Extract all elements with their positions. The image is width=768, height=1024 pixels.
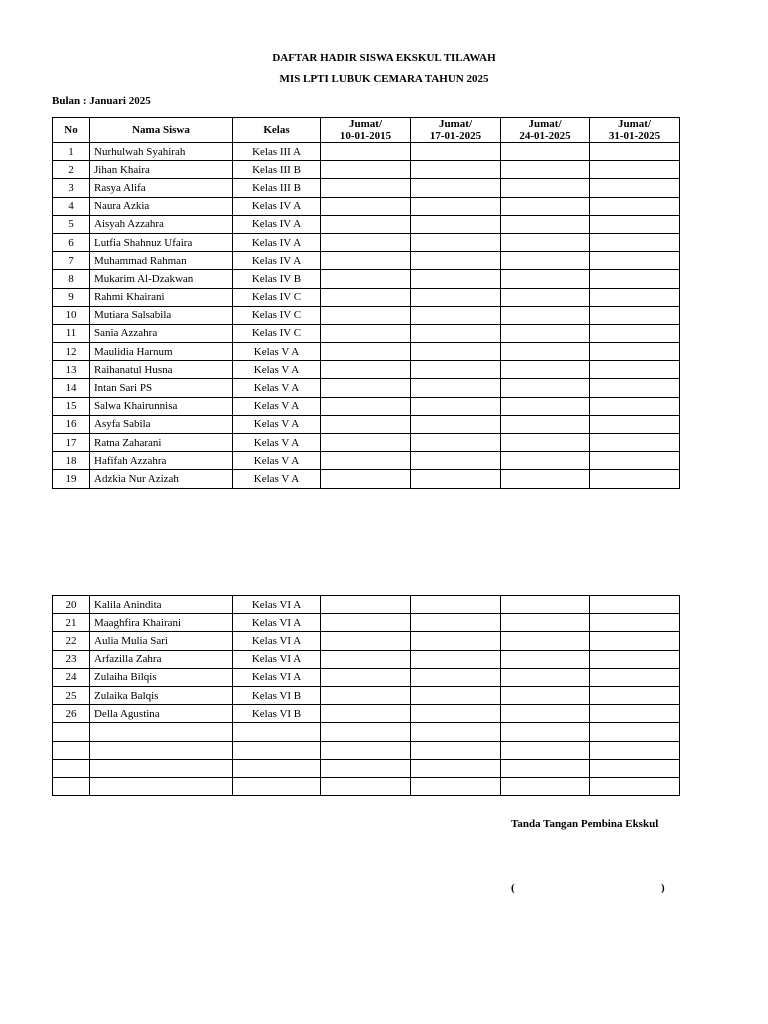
attendance-cell-date-2[interactable] [411, 632, 501, 650]
student-no: 22 [53, 632, 90, 650]
attendance-cell-date-1[interactable] [321, 415, 411, 433]
attendance-cell-date-1[interactable] [321, 777, 411, 795]
attendance-cell-date-4[interactable] [590, 215, 680, 233]
student-kelas [233, 741, 321, 759]
attendance-cell-date-3[interactable] [501, 179, 590, 197]
attendance-cell-date-1[interactable] [321, 705, 411, 723]
student-no: 9 [53, 288, 90, 306]
student-no: 20 [53, 596, 90, 614]
attendance-cell-date-2[interactable] [411, 233, 501, 251]
attendance-cell-date-3[interactable] [501, 161, 590, 179]
student-kelas: Kelas VI A [233, 650, 321, 668]
student-kelas: Kelas V A [233, 361, 321, 379]
student-no: 16 [53, 415, 90, 433]
attendance-cell-date-4[interactable] [590, 306, 680, 324]
attendance-cell-date-2[interactable] [411, 705, 501, 723]
table-row [53, 686, 680, 704]
student-name: Sania Azzahra [90, 324, 233, 342]
attendance-cell-date-3[interactable] [501, 668, 590, 686]
attendance-cell-date-1[interactable] [321, 723, 411, 741]
attendance-cell-date-1[interactable] [321, 361, 411, 379]
table-row [53, 470, 680, 488]
student-name: Hafifah Azzahra [90, 452, 233, 470]
student-kelas: Kelas V A [233, 415, 321, 433]
attendance-cell-date-1[interactable] [321, 686, 411, 704]
attendance-cell-date-2[interactable] [411, 397, 501, 415]
attendance-cell-date-4[interactable] [590, 470, 680, 488]
table-row [53, 361, 680, 379]
student-kelas: Kelas IV A [233, 233, 321, 251]
document-title: DAFTAR HADIR SISWA EKSKUL TILAWAH [272, 52, 496, 64]
table-row [53, 143, 680, 161]
student-no: 15 [53, 397, 90, 415]
student-no: 25 [53, 686, 90, 704]
table-row [53, 596, 680, 614]
student-name: Ratna Zaharani [90, 434, 233, 452]
attendance-cell-date-2[interactable] [411, 434, 501, 452]
table-row [53, 668, 680, 686]
student-kelas: Kelas V A [233, 397, 321, 415]
attendance-cell-date-1[interactable] [321, 143, 411, 161]
attendance-cell-date-2[interactable] [411, 270, 501, 288]
attendance-cell-date-3[interactable] [501, 452, 590, 470]
student-kelas: Kelas V A [233, 470, 321, 488]
table-row [53, 397, 680, 415]
attendance-cell-date-1[interactable] [321, 434, 411, 452]
attendance-cell-date-4[interactable] [590, 434, 680, 452]
signature-close-paren: ) [661, 882, 665, 894]
student-kelas [233, 777, 321, 795]
student-name: Rasya Alifa [90, 179, 233, 197]
student-no [53, 777, 90, 795]
attendance-cell-date-1[interactable] [321, 632, 411, 650]
header-name: Nama Siswa [90, 118, 233, 143]
student-no: 6 [53, 233, 90, 251]
attendance-cell-date-4[interactable] [590, 233, 680, 251]
attendance-cell-date-3[interactable] [501, 361, 590, 379]
table-row [53, 270, 680, 288]
attendance-cell-date-2[interactable] [411, 361, 501, 379]
table-row [53, 379, 680, 397]
signature-open-paren: ( [511, 882, 515, 894]
attendance-cell-date-2[interactable] [411, 452, 501, 470]
header-date-4 [590, 118, 680, 143]
header-date-1-line1: Jumat/ [349, 118, 382, 130]
attendance-cell-date-4[interactable] [590, 161, 680, 179]
student-name: Aisyah Azzahra [90, 215, 233, 233]
attendance-cell-date-4[interactable] [590, 596, 680, 614]
attendance-cell-date-4[interactable] [590, 270, 680, 288]
student-name: Della Agustina [90, 705, 233, 723]
table-row [53, 161, 680, 179]
attendance-cell-date-1[interactable] [321, 161, 411, 179]
table-body-page1 [53, 143, 680, 489]
table-row [53, 650, 680, 668]
table-row [53, 741, 680, 759]
student-name: Mutiara Salsabila [90, 306, 233, 324]
student-kelas: Kelas IV C [233, 306, 321, 324]
attendance-cell-date-1[interactable] [321, 596, 411, 614]
attendance-cell-date-4[interactable] [590, 741, 680, 759]
attendance-cell-date-1[interactable] [321, 668, 411, 686]
attendance-cell-date-1[interactable] [321, 306, 411, 324]
attendance-cell-date-4[interactable] [590, 143, 680, 161]
attendance-cell-date-1[interactable] [321, 379, 411, 397]
attendance-cell-date-4[interactable] [590, 668, 680, 686]
attendance-cell-date-4[interactable] [590, 343, 680, 361]
student-no: 12 [53, 343, 90, 361]
attendance-cell-date-1[interactable] [321, 759, 411, 777]
student-name: Zulaika Balqis [90, 686, 233, 704]
attendance-cell-date-3[interactable] [501, 306, 590, 324]
student-name: Rahmi Khairani [90, 288, 233, 306]
attendance-cell-date-4[interactable] [590, 415, 680, 433]
student-name: Arfazilla Zahra [90, 650, 233, 668]
attendance-cell-date-2[interactable] [411, 650, 501, 668]
attendance-cell-date-2[interactable] [411, 668, 501, 686]
student-no: 8 [53, 270, 90, 288]
attendance-cell-date-1[interactable] [321, 741, 411, 759]
table-row [53, 233, 680, 251]
signature-label: Tanda Tangan Pembina Ekskul [511, 818, 659, 830]
table-row [53, 343, 680, 361]
attendance-cell-date-2[interactable] [411, 252, 501, 270]
attendance-table-page2 [52, 595, 680, 796]
table-row [53, 179, 680, 197]
attendance-cell-date-4[interactable] [590, 777, 680, 795]
student-name: Aulia Mulia Sari [90, 632, 233, 650]
student-kelas: Kelas IV C [233, 324, 321, 342]
attendance-cell-date-2[interactable] [411, 723, 501, 741]
header-date-3 [501, 118, 590, 143]
attendance-cell-date-2[interactable] [411, 215, 501, 233]
student-name: Adzkia Nur Azizah [90, 470, 233, 488]
attendance-cell-date-3[interactable] [501, 632, 590, 650]
month-label: Bulan : Januari 2025 [52, 95, 151, 107]
student-name: Kalila Anindita [90, 596, 233, 614]
attendance-cell-date-4[interactable] [590, 379, 680, 397]
student-kelas: Kelas IV A [233, 215, 321, 233]
student-name: Lutfia Shahnuz Ufaira [90, 233, 233, 251]
attendance-cell-date-4[interactable] [590, 288, 680, 306]
table-row [53, 705, 680, 723]
attendance-cell-date-2[interactable] [411, 379, 501, 397]
table-row [53, 215, 680, 233]
header-date-4-line1: Jumat/ [618, 118, 651, 130]
attendance-cell-date-3[interactable] [501, 415, 590, 433]
attendance-cell-date-2[interactable] [411, 324, 501, 342]
table-row [53, 197, 680, 215]
table-row [53, 324, 680, 342]
student-kelas: Kelas VI A [233, 668, 321, 686]
attendance-cell-date-4[interactable] [590, 452, 680, 470]
attendance-cell-date-3[interactable] [501, 252, 590, 270]
student-kelas: Kelas VI A [233, 632, 321, 650]
attendance-cell-date-1[interactable] [321, 233, 411, 251]
attendance-cell-date-4[interactable] [590, 632, 680, 650]
attendance-cell-date-3[interactable] [501, 197, 590, 215]
header-date-3-line2: 24-01-2025 [519, 130, 571, 142]
attendance-cell-date-4[interactable] [590, 197, 680, 215]
table-row [53, 415, 680, 433]
student-name: Asyfa Sabila [90, 415, 233, 433]
student-no: 21 [53, 614, 90, 632]
student-no: 4 [53, 197, 90, 215]
student-name: Zulaiha Bilqis [90, 668, 233, 686]
header-date-2 [411, 118, 501, 143]
student-no: 10 [53, 306, 90, 324]
attendance-cell-date-4[interactable] [590, 397, 680, 415]
attendance-cell-date-3[interactable] [501, 741, 590, 759]
header-date-4-line2: 31-01-2025 [608, 130, 661, 142]
student-name [90, 777, 233, 795]
student-name: Intan Sari PS [90, 379, 233, 397]
attendance-cell-date-2[interactable] [411, 596, 501, 614]
attendance-cell-date-1[interactable] [321, 452, 411, 470]
student-no: 5 [53, 215, 90, 233]
student-no: 3 [53, 179, 90, 197]
attendance-cell-date-3[interactable] [501, 343, 590, 361]
attendance-cell-date-1[interactable] [321, 179, 411, 197]
table-row [53, 614, 680, 632]
attendance-cell-date-1[interactable] [321, 397, 411, 415]
student-kelas: Kelas III B [233, 179, 321, 197]
header-date-1 [321, 118, 411, 143]
attendance-cell-date-4[interactable] [590, 361, 680, 379]
table-row [53, 434, 680, 452]
attendance-cell-date-3[interactable] [501, 686, 590, 704]
attendance-cell-date-3[interactable] [501, 723, 590, 741]
student-name: Mukarim Al-Dzakwan [90, 270, 233, 288]
attendance-cell-date-2[interactable] [411, 343, 501, 361]
attendance-cell-date-3[interactable] [501, 759, 590, 777]
student-no: 19 [53, 470, 90, 488]
attendance-cell-date-4[interactable] [590, 705, 680, 723]
attendance-cell-date-3[interactable] [501, 614, 590, 632]
attendance-cell-date-1[interactable] [321, 343, 411, 361]
student-kelas: Kelas V A [233, 452, 321, 470]
attendance-cell-date-2[interactable] [411, 686, 501, 704]
attendance-cell-date-2[interactable] [411, 759, 501, 777]
attendance-cell-date-3[interactable] [501, 777, 590, 795]
attendance-cell-date-1[interactable] [321, 252, 411, 270]
table-row [53, 288, 680, 306]
student-kelas: Kelas IV A [233, 252, 321, 270]
student-kelas: Kelas IV B [233, 270, 321, 288]
header-no: No [53, 118, 90, 143]
attendance-cell-date-3[interactable] [501, 379, 590, 397]
attendance-cell-date-3[interactable] [501, 705, 590, 723]
student-no: 24 [53, 668, 90, 686]
header-date-2-line2: 17-01-2025 [429, 130, 482, 142]
table-row [53, 632, 680, 650]
attendance-cell-date-2[interactable] [411, 777, 501, 795]
table-row [53, 777, 680, 795]
school-title: MIS LPTI LUBUK CEMARA TAHUN 2025 [279, 73, 489, 85]
table-row [53, 452, 680, 470]
student-name: Raihanatul Husna [90, 361, 233, 379]
attendance-cell-date-1[interactable] [321, 650, 411, 668]
student-name: Maulidia Harnum [90, 343, 233, 361]
student-no: 26 [53, 705, 90, 723]
student-kelas: Kelas VI A [233, 596, 321, 614]
student-no: 18 [53, 452, 90, 470]
attendance-cell-date-4[interactable] [590, 179, 680, 197]
attendance-cell-date-3[interactable] [501, 143, 590, 161]
student-no [53, 741, 90, 759]
student-kelas: Kelas V A [233, 434, 321, 452]
table-row [53, 723, 680, 741]
attendance-cell-date-2[interactable] [411, 197, 501, 215]
student-kelas: Kelas III B [233, 161, 321, 179]
attendance-cell-date-2[interactable] [411, 306, 501, 324]
attendance-cell-date-4[interactable] [590, 650, 680, 668]
table-row [53, 759, 680, 777]
attendance-cell-date-2[interactable] [411, 614, 501, 632]
student-no [53, 723, 90, 741]
student-kelas: Kelas IV A [233, 197, 321, 215]
attendance-cell-date-3[interactable] [501, 324, 590, 342]
header-date-3-line1: Jumat/ [528, 118, 562, 130]
attendance-cell-date-4[interactable] [590, 759, 680, 777]
attendance-cell-date-1[interactable] [321, 270, 411, 288]
attendance-cell-date-1[interactable] [321, 215, 411, 233]
student-no: 13 [53, 361, 90, 379]
student-name [90, 759, 233, 777]
attendance-cell-date-2[interactable] [411, 179, 501, 197]
attendance-cell-date-4[interactable] [590, 324, 680, 342]
attendance-cell-date-4[interactable] [590, 723, 680, 741]
header-date-2-line1: Jumat/ [439, 118, 472, 130]
student-no [53, 759, 90, 777]
attendance-cell-date-3[interactable] [501, 397, 590, 415]
student-name: Nurhulwah Syahirah [90, 143, 233, 161]
table-row [53, 252, 680, 270]
attendance-cell-date-2[interactable] [411, 415, 501, 433]
attendance-cell-date-1[interactable] [321, 614, 411, 632]
attendance-cell-date-1[interactable] [321, 324, 411, 342]
attendance-cell-date-2[interactable] [411, 470, 501, 488]
table-header-row [53, 118, 680, 143]
student-kelas: Kelas III A [233, 143, 321, 161]
attendance-cell-date-1[interactable] [321, 288, 411, 306]
student-name: Naura Azkia [90, 197, 233, 215]
student-name [90, 741, 233, 759]
attendance-cell-date-3[interactable] [501, 288, 590, 306]
attendance-cell-date-2[interactable] [411, 741, 501, 759]
student-no: 1 [53, 143, 90, 161]
student-no: 11 [53, 324, 90, 342]
student-kelas: Kelas V A [233, 343, 321, 361]
attendance-cell-date-3[interactable] [501, 434, 590, 452]
header-date-1-line2: 10-01-2015 [339, 130, 392, 142]
header-kelas: Kelas [233, 118, 321, 143]
attendance-cell-date-3[interactable] [501, 215, 590, 233]
student-no: 17 [53, 434, 90, 452]
attendance-cell-date-1[interactable] [321, 470, 411, 488]
table-row [53, 306, 680, 324]
attendance-cell-date-3[interactable] [501, 470, 590, 488]
student-kelas [233, 759, 321, 777]
student-no: 2 [53, 161, 90, 179]
attendance-cell-date-2[interactable] [411, 288, 501, 306]
attendance-cell-date-4[interactable] [590, 614, 680, 632]
attendance-cell-date-3[interactable] [501, 650, 590, 668]
table-body-page2 [53, 596, 680, 796]
attendance-table-page1 [52, 117, 680, 489]
attendance-cell-date-3[interactable] [501, 233, 590, 251]
student-no: 7 [53, 252, 90, 270]
attendance-cell-date-3[interactable] [501, 596, 590, 614]
student-kelas: Kelas VI B [233, 705, 321, 723]
attendance-cell-date-2[interactable] [411, 161, 501, 179]
student-name: Muhammad Rahman [90, 252, 233, 270]
attendance-cell-date-3[interactable] [501, 270, 590, 288]
student-kelas [233, 723, 321, 741]
student-name [90, 723, 233, 741]
student-no: 14 [53, 379, 90, 397]
student-name: Salwa Khairunnisa [90, 397, 233, 415]
student-kelas: Kelas VI B [233, 686, 321, 704]
student-kelas: Kelas IV C [233, 288, 321, 306]
student-no: 23 [53, 650, 90, 668]
attendance-cell-date-2[interactable] [411, 143, 501, 161]
attendance-cell-date-4[interactable] [590, 686, 680, 704]
student-kelas: Kelas V A [233, 379, 321, 397]
student-name: Maaghfira Khairani [90, 614, 233, 632]
attendance-cell-date-1[interactable] [321, 197, 411, 215]
student-kelas: Kelas VI A [233, 614, 321, 632]
attendance-cell-date-4[interactable] [590, 252, 680, 270]
student-name: Jihan Khaira [90, 161, 233, 179]
